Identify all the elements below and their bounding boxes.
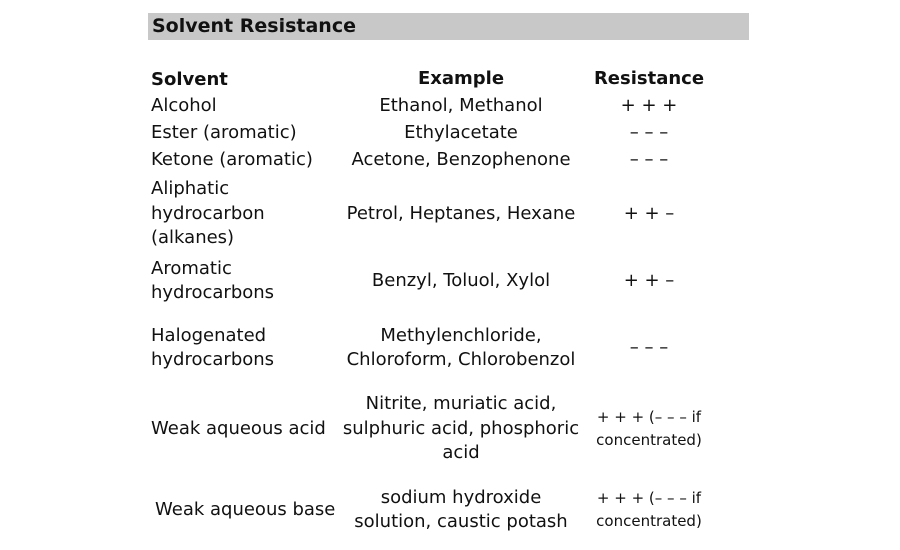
header-solvent: Solvent: [151, 69, 228, 90]
solvent-cell: [151, 392, 339, 466]
solvent-name: Alcohol: [151, 95, 217, 117]
table-row: [0, 148, 900, 173]
example-cell: [338, 323, 584, 373]
resistance-rating: + + +: [620, 95, 678, 117]
resistance-cell: [585, 485, 713, 535]
solvent-name: Aliphatic hydrocarbon (alkanes): [151, 178, 265, 249]
solvent-cell: [151, 121, 339, 146]
example-cell: [338, 177, 584, 251]
example-text: Nitrite, muriatic acid, sulphuric acid, phosphoric acid: [342, 393, 580, 464]
table-row: [0, 256, 900, 306]
example-text: Benzyl, Toluol, Xylol: [371, 269, 551, 291]
resistance-cell: [585, 94, 713, 119]
resistance-rating: – – –: [629, 336, 669, 358]
solvent-cell: [151, 485, 343, 535]
table-row: [0, 94, 900, 119]
section-title-bar: [148, 13, 749, 40]
example-cell: [338, 392, 584, 466]
example-text: Ethylacetate: [404, 122, 518, 144]
solvent-cell: [151, 177, 339, 251]
solvent-name: Ester (aromatic): [151, 122, 297, 144]
table-row: [0, 323, 900, 373]
solvent-name: Aromatic hydrocarbons: [151, 257, 275, 303]
example-text: Methylenchloride, Chloroform, Chlorobenzol: [346, 324, 576, 370]
example-text: Ethanol, Methanol: [379, 95, 543, 117]
resistance-cell: [585, 392, 713, 466]
resistance-cell: [585, 177, 713, 251]
resistance-rating: + + + (– – – if concentrated): [596, 408, 702, 449]
solvent-cell: [151, 256, 339, 306]
solvent-cell: [151, 94, 339, 119]
resistance-cell: [585, 121, 713, 146]
solvent-name: Ketone (aromatic): [151, 149, 313, 171]
solvent-name: Weak aqueous acid: [151, 417, 326, 439]
example-cell: [338, 485, 584, 535]
resistance-cell: [585, 256, 713, 306]
resistance-rating: – – –: [629, 149, 669, 171]
resistance-rating: + + –: [623, 269, 675, 291]
header-resistance: Resistance: [593, 68, 705, 89]
solvent-cell: [151, 148, 339, 173]
solvent-name: Weak aqueous base: [155, 498, 336, 520]
example-text: Acetone, Benzophenone: [351, 149, 571, 171]
example-cell: [338, 148, 584, 173]
example-text: sodium hydroxide solution, caustic potash: [354, 486, 568, 532]
table-row: [0, 485, 900, 535]
resistance-rating: – – –: [629, 122, 669, 144]
example-text: Petrol, Heptanes, Hexane: [346, 202, 576, 224]
resistance-rating: + + –: [623, 202, 675, 224]
resistance-cell: [585, 323, 713, 373]
example-cell: [338, 256, 584, 306]
solvent-cell: [151, 323, 339, 373]
table-row: [0, 121, 900, 146]
solvent-name: Halogenated hydrocarbons: [151, 324, 275, 370]
header-example: Example: [417, 68, 505, 89]
example-cell: [338, 121, 584, 146]
section-title: Solvent Resistance: [152, 15, 356, 37]
resistance-cell: [585, 148, 713, 173]
table-row: [0, 177, 900, 251]
table-row: [0, 392, 900, 466]
resistance-rating: + + + (– – – if concentrated): [596, 489, 702, 530]
example-cell: [338, 94, 584, 119]
